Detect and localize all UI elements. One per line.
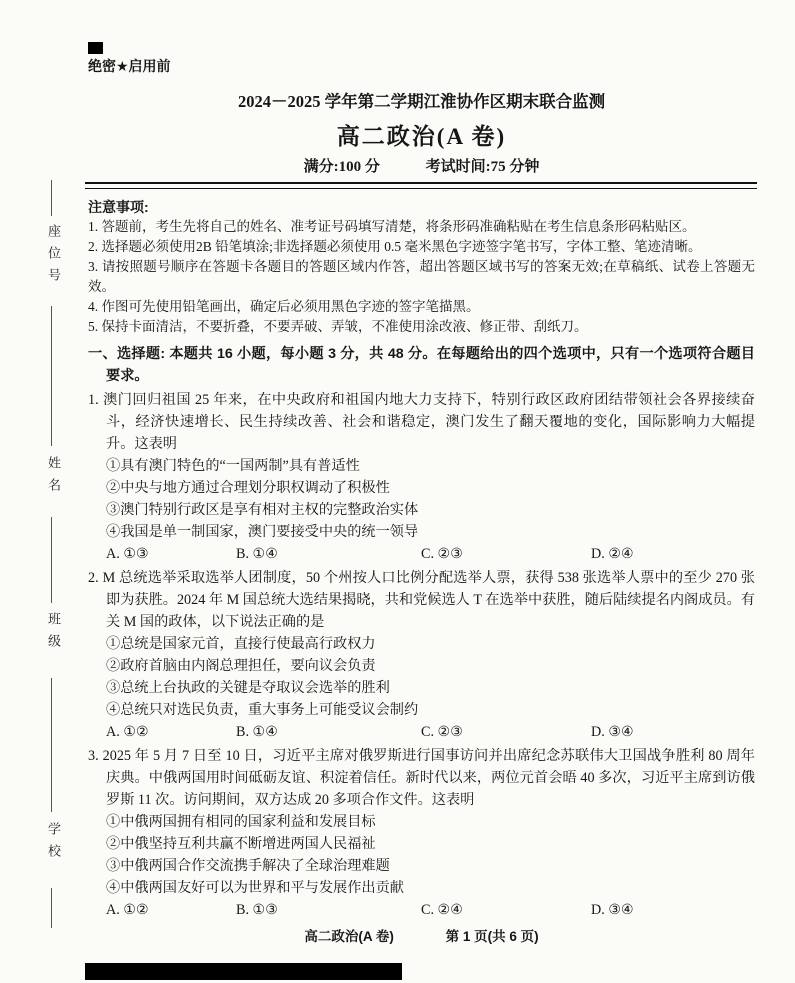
- notice-title: 注意事项:: [88, 199, 149, 215]
- question-3: [88, 745, 755, 921]
- question-3-choices: [88, 899, 755, 921]
- seal-line: [51, 306, 52, 446]
- notice-item-1: 1. 答题前，考生先将自己的姓名、准考证号码填写清楚，将条形码准确粘贴在考生信息条形码粘贴区。: [88, 219, 696, 234]
- question-2-option-3: ③总统上台执政的关键是夺取议会选举的胜利: [106, 680, 390, 696]
- question-2-choice-a: A. ①②: [106, 724, 149, 740]
- question-3-choice-c: C. ②④: [421, 902, 463, 918]
- question-1-option-2: ②中央与地方通过合理划分职权调动了积极性: [106, 480, 390, 496]
- question-2-choice-d: D. ③④: [591, 724, 634, 740]
- question-1-choice-a: A. ①③: [106, 546, 149, 562]
- question-1-choices: [88, 543, 755, 565]
- question-1-option-4: ④我国是单一制国家，澳门要接受中央的统一领导: [106, 524, 419, 540]
- question-2: [88, 567, 755, 743]
- seal-line: [51, 180, 52, 216]
- section-heading: 一、选择题: 本题共 16 小题，每小题 3 分，共 48 分。在每题给出的四个选项中，只有一个选项符合题目要求。: [88, 346, 755, 384]
- question-3-option-2: ②中俄坚持互利共赢不断增进两国人民福祉: [106, 836, 376, 852]
- exam-duration: 考试时间:75 分钟: [425, 159, 540, 175]
- question-1-option-1: ①具有澳门特色的“一国两制”具有普适性: [106, 458, 360, 474]
- question-2-stem: [88, 567, 755, 633]
- content-column: [88, 0, 755, 945]
- question-3-option-4: ④中俄两国友好可以为世界和平与发展作出贡献: [106, 880, 404, 896]
- notice-item-3: 3. 请按照题号顺序在答题卡各题目的答题区域内作答，超出答题区域书写的答案无效;在草稿纸、试卷上答题无效。: [88, 259, 755, 294]
- page-footer: [88, 925, 755, 945]
- question-3-text: 2025 年 5 月 7 日至 10 日，习近平主席对俄罗斯进行国事访问并出席纪念苏联伟大卫国战争胜利 80 周年庆典。中俄两国用时间砥砺友谊、积淀着信任。新时代以来，两位元首会晤 40 多次，习近平主席到访俄罗斯 11 次。访问期间，双方达成 20 多项合作文件。这表明: [102, 748, 755, 808]
- question-2-option-2: ②政府首脑由内阁总理担任，要向议会负责: [106, 658, 376, 674]
- seal-label-seat-number: 座位号: [46, 224, 61, 290]
- question-3-option-3: ③中俄两国合作交流携手解决了全球治理难题: [106, 858, 390, 874]
- question-2-choice-c: C. ②③: [421, 724, 463, 740]
- question-1-number: 1.: [88, 392, 99, 408]
- full-score: 满分:100 分: [303, 159, 380, 175]
- security-classification: 绝密★启用前: [88, 58, 171, 74]
- question-3-choice-a: A. ①②: [106, 902, 149, 918]
- question-3-option-1: ①中俄两国拥有相同的国家利益和发展目标: [106, 814, 376, 830]
- question-2-choices: [88, 721, 755, 743]
- exam-session-title: 2024－2025 学年第二学期江淮协作区期末联合监测: [237, 92, 606, 111]
- seal-label-class: 班级: [46, 612, 61, 656]
- footer-exam-title: 高二政治(A 卷): [304, 929, 394, 944]
- question-3-number: 3.: [88, 748, 99, 764]
- question-1-text: 澳门回归祖国 25 年来，在中央政府和祖国内地大力支持下，特别行政区政府团结带领社会各界接续奋斗，经济快速增长、民生持续改善、社会和谐稳定，澳门发生了翻天覆地的变化，国际影响力大幅提升。这表明: [102, 392, 755, 452]
- footer-page-number: 第 1 页(共 6 页): [445, 929, 539, 944]
- question-3-choice-d: D. ③④: [591, 902, 634, 918]
- seal-label-school: 学校: [46, 822, 61, 866]
- question-1-choice-b: B. ①④: [236, 546, 278, 562]
- notice-item-4: 4. 作图可先使用铅笔画出，确定后必须用黑色字迹的签字笔描黑。: [88, 299, 480, 314]
- notice-item-5: 5. 保持卡面清洁，不要折叠，不要弄破、弄皱，不准使用涂改液、修正带、刮纸刀。: [88, 319, 588, 334]
- seal-line: [51, 888, 52, 928]
- question-2-option-4: ④总统只对选民负责，重大事务上可能受议会制约: [106, 702, 419, 718]
- exam-title: 高二政治(A 卷): [336, 124, 507, 149]
- seal-label-name: 姓名: [46, 456, 61, 500]
- registration-bar-bottom: [85, 963, 402, 980]
- question-1: [88, 389, 755, 565]
- question-2-number: 2.: [88, 570, 99, 586]
- header-divider: [85, 182, 757, 189]
- question-2-choice-b: B. ①④: [236, 724, 278, 740]
- question-1-choice-c: C. ②③: [421, 546, 463, 562]
- seal-line: [51, 517, 52, 603]
- question-2-option-1: ①总统是国家元首，直接行使最高行政权力: [106, 636, 376, 652]
- seal-line: [51, 678, 52, 812]
- score-line: [88, 155, 755, 176]
- question-3-choice-b: B. ①③: [236, 902, 278, 918]
- question-3-stem: [88, 745, 755, 811]
- question-1-choice-d: D. ②④: [591, 546, 634, 562]
- notice-section: [88, 197, 755, 337]
- question-1-stem: [88, 389, 755, 455]
- question-1-option-3: ③澳门特别行政区是享有相对主权的完整政治实体: [106, 502, 419, 518]
- notice-item-2: 2. 选择题必须使用2B 铅笔填涂;非选择题必须使用 0.5 毫米黑色字迹签字笔书写，字体工整、笔迹清晰。: [88, 239, 702, 254]
- question-2-text: M 总统选举采取选举人团制度，50 个州按人口比例分配选举人票，获得 538 张选举人票中的至少 270 张即为获胜。2024 年 M 国总统大选结果揭晓，共和党候选人 T 在选举中获胜，随后陆续提名内阁成员。有关 M 国的政体，以下说法正确的是: [102, 570, 755, 630]
